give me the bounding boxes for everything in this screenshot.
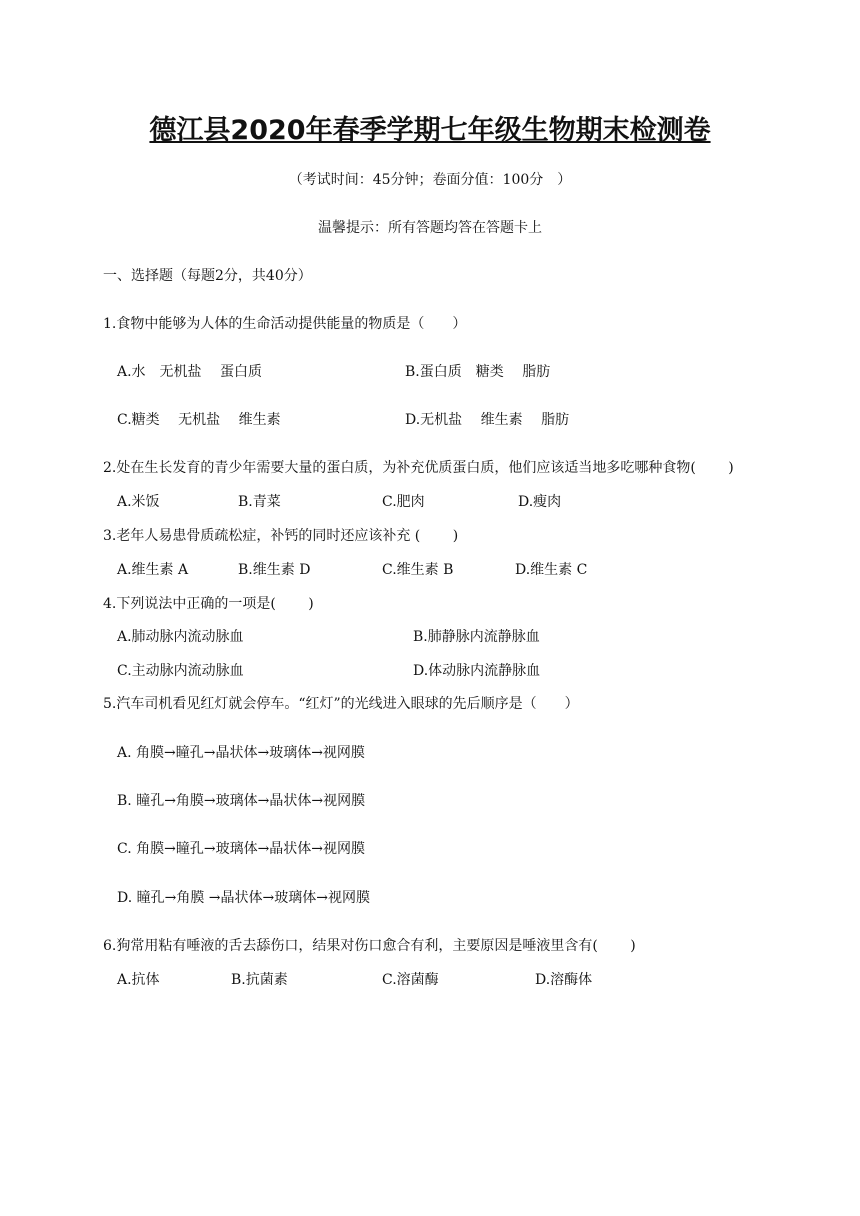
question-4-option-a: A.肺动脉内流动脉血 (117, 629, 244, 645)
question-5-option-a: A. 角膜→瞳孔→晶状体→玻璃体→视网膜 (117, 745, 365, 761)
question-4-option-b: B.肺静脉内流静脉血 (413, 629, 540, 645)
question-5-stem: 5.汽车司机看见红灯就会停车。“红灯”的光线进入眼球的先后顺序是（ ） (103, 696, 579, 712)
exam-info: （考试时间：45分钟；卷面分值：100分 ） (288, 172, 572, 188)
exam-tip: 温馨提示：所有答题均答在答题卡上 (318, 220, 542, 236)
question-4-stem: 4.下列说法中正确的一项是( ) (103, 596, 314, 612)
question-5-option-b: B. 瞳孔→角膜→玻璃体→晶状体→视网膜 (117, 793, 366, 809)
question-1-option-a: A.水 无机盐 蛋白质 (117, 364, 263, 380)
question-2-option-d: D.瘦肉 (518, 494, 562, 510)
question-2-option-c: C.肥肉 (382, 494, 425, 510)
question-1-option-b: B.蛋白质 糖类 脂肪 (405, 364, 551, 380)
question-1-option-c: C.糖类 无机盐 维生素 (117, 412, 281, 428)
question-6-option-a: A.抗体 (117, 972, 160, 988)
question-3-option-a: A.维生素 A (117, 562, 189, 578)
page-title: 德江县2020年春季学期七年级生物期末检测卷 (149, 115, 711, 146)
question-4-option-c: C.主动脉内流动脉血 (117, 663, 244, 679)
question-6-stem: 6.狗常用粘有唾液的舌去舔伤口，结果对伤口愈合有利，主要原因是唾液里含有( ) (103, 938, 636, 954)
question-3-option-b: B.维生素 D (238, 562, 311, 578)
question-5-option-c: C. 角膜→瞳孔→玻璃体→晶状体→视网膜 (117, 841, 366, 857)
question-3-option-d: D.维生素 C (515, 562, 588, 578)
question-4-option-d: D.体动脉内流静脉血 (413, 663, 541, 679)
question-6-option-d: D.溶酶体 (535, 972, 593, 988)
question-2-option-b: B.青菜 (238, 494, 281, 510)
question-5-option-d: D. 瞳孔→角膜 →晶状体→玻璃体→视网膜 (117, 890, 370, 906)
section-heading: 一、选择题（每题2分，共40分） (103, 268, 312, 284)
question-3-option-c: C.维生素 B (382, 562, 454, 578)
question-2-option-a: A.米饭 (117, 494, 160, 510)
question-1-option-d: D.无机盐 维生素 脂肪 (405, 412, 570, 428)
question-6-option-b: B.抗菌素 (231, 972, 288, 988)
question-3-stem: 3.老年人易患骨质疏松症，补钙的同时还应该补充 ( ) (103, 528, 459, 544)
question-1-stem: 1.食物中能够为人体的生命活动提供能量的物质是（ ） (103, 316, 467, 332)
question-6-option-c: C.溶菌酶 (382, 972, 439, 988)
question-2-stem: 2.处在生长发育的青少年需要大量的蛋白质，为补充优质蛋白质，他们应该适当地多吃哪种食物( ) (103, 460, 734, 476)
